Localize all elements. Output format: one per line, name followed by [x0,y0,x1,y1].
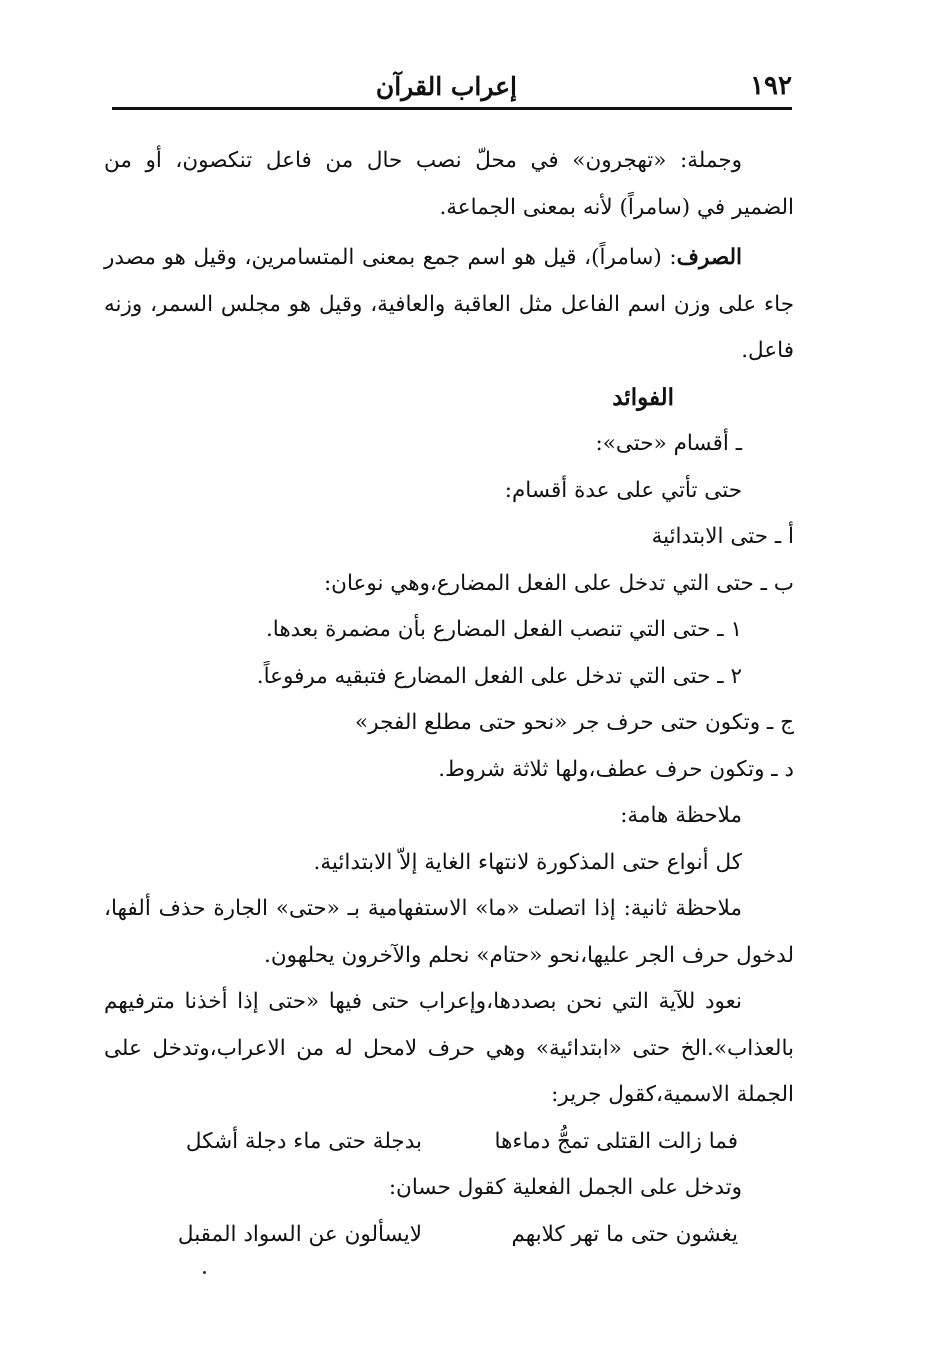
list-subitem-2: ٢ ـ حتى التي تدخل على الفعل المضارع فتبقيه مرفوعاً. [256,663,742,689]
page-number: ١٩٢ [750,71,792,101]
verse-jarir-second-hemistich: بدجلة حتى ماء دجلة أشكل [185,1128,422,1154]
sarf-label: الصرف [676,245,742,270]
verse-hassan [104,1212,794,1259]
list-item-j: ج ـ وتكون حتى حرف جر «نحو حتى مطلع الفجر» [355,710,794,735]
list-item-d: د ـ وتكون حرف عطف،ولها ثلاثة شروط. [438,756,794,782]
page-header [112,62,792,110]
verse-jarir-first-hemistich: فما زالت القتلى تمجُّ دماءها [494,1128,738,1154]
paragraph-ayah: نعود للآية التي نحن بصددها،وإعراب حتى فيها «حتى إذا أخذنا مترفيهم بالعذاب».الخ حتى «ابتدائية» وهي حرف لامحل له من الاعراب،وتدخل على الجملة الاسمية،كقول جرير: [104,989,794,1107]
paragraph-sarf [104,235,794,375]
paragraph-second-note: ملاحظة ثانية: إذا اتصلت «ما» الاستفهامية بـ «حتى» الجارة حذف ألفها، لدخول حرف الجر عليها،نحو «حتام» نحلم والآخرون يحلهون. [104,896,794,968]
list-intro: حتى تأتي على عدة أقسام: [504,477,742,503]
sarf-text: : (سامراً)، قيل هو اسم جمع بمعنى المتسامرين، وقيل هو مصدر جاء على وزن اسم الفاعل مثل العاقبة والعافية، وقيل هو مجلس السمر، وزنه فاعل. [104,245,794,363]
page-body [104,138,794,1258]
verse-hassan-second-hemistich: لايسألون عن السواد المقبل [177,1221,422,1247]
print-speck [203,1271,206,1274]
note-important-text: كل أنواع حتى المذكورة لانتهاء الغاية إلاّ الابتدائية. [313,849,742,875]
list-item-a: أ ـ حتى الابتدائية [651,524,794,549]
note-important-label: ملاحظة هامة: [620,803,742,828]
running-title: إعراب القرآن [375,72,517,101]
verse-hassan-first-hemistich: يغشون حتى ما تهر كلابهم [511,1221,738,1247]
list-item-b: ب ـ حتى التي تدخل على الفعل المضارع،وهي نوعان: [323,570,794,596]
list-title-hatta: ـ أقسام «حتى»: [595,431,742,456]
paragraph-jumla: وجملة: «تهجرون» في محلّ نصب حال من فاعل تنكصون، أو من الضمير في (سامراً) لأنه بمعنى الجماعة. [104,148,794,220]
section-heading-fawaid: الفوائد [612,383,674,411]
list-subitem-1: ١ ـ حتى التي تنصب الفعل المضارع بأن مضمرة بعدها. [265,617,742,642]
hassan-intro: وتدخل على الجمل الفعلية كقول حسان: [388,1175,742,1200]
verse-jarir [104,1119,794,1166]
